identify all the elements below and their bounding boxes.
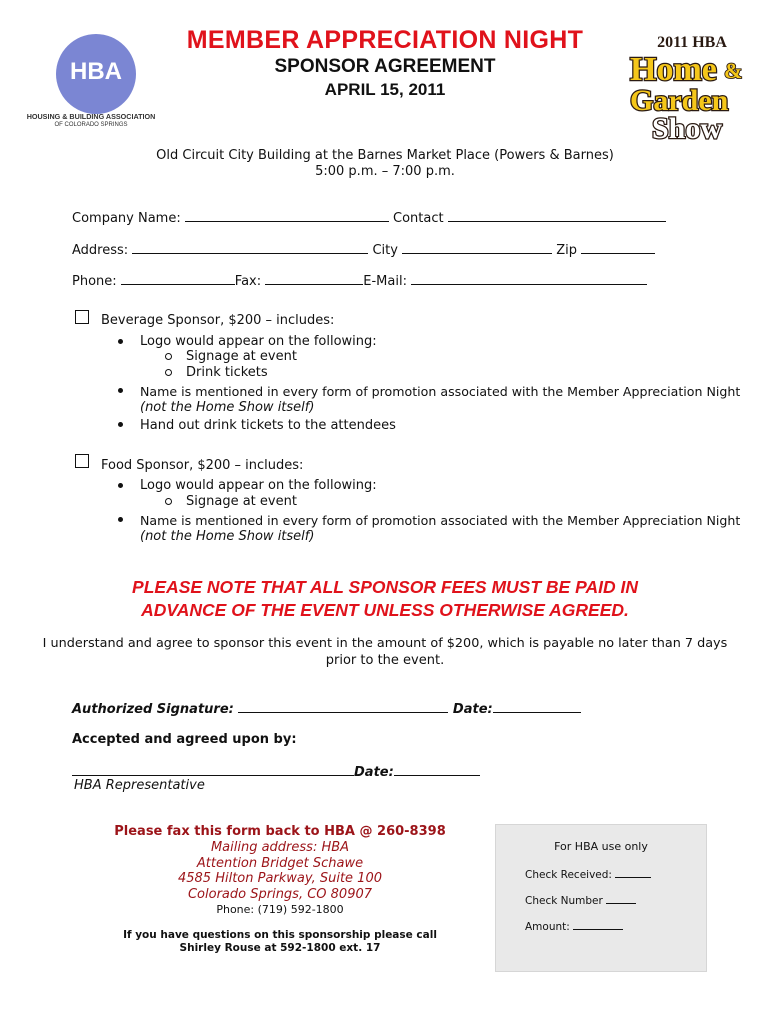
address-label: Address: (72, 243, 129, 258)
beverage-checkbox[interactable] (75, 310, 89, 324)
phone-field[interactable] (121, 272, 235, 285)
bullet-icon (118, 422, 123, 427)
hba-logo-text: HBA (70, 58, 122, 85)
questions-line: If you have questions on this sponsorship please call (123, 929, 437, 941)
zip-label: Zip (556, 243, 577, 258)
email-label: E-Mail: (363, 274, 407, 289)
page-title: MEMBER APPRECIATION NIGHT (186, 26, 584, 54)
mailing-line: Mailing address: HBA (210, 840, 350, 855)
city-field[interactable] (402, 241, 552, 254)
food-heading: Food Sponsor, $200 – includes: (101, 458, 304, 473)
rep-date-label: Date: (354, 765, 394, 780)
email-field[interactable] (411, 272, 647, 285)
authorized-date-field[interactable] (493, 700, 581, 713)
fax-line: Please fax this form back to HBA @ 260-8398 (114, 824, 446, 839)
street-line: 4585 Hilton Parkway, Suite 100 (177, 871, 382, 886)
circle-bullet-icon (165, 353, 172, 360)
logo-show: Show (652, 112, 723, 145)
beverage-sub2: Drink tickets (186, 365, 268, 380)
fax-label: Fax: (234, 274, 262, 289)
food-sub1: Signage at event (186, 494, 297, 509)
contact-field[interactable] (448, 209, 666, 222)
agreement-line1: I understand and agree to sponsor this event in the amount of $200, which is payable no later than 7 days (42, 636, 728, 651)
rep-date-field[interactable] (394, 763, 480, 776)
city-label: City (372, 243, 398, 258)
agreement-line2: prior to the event. (325, 653, 445, 668)
address-row (72, 241, 655, 258)
amount-row (525, 919, 623, 933)
contact-person-line: Shirley Rouse at 592-1800 ext. 17 (179, 942, 381, 954)
company-row (72, 209, 666, 226)
logo-year-line: 2011 HBA (657, 34, 727, 51)
address-field[interactable] (132, 241, 368, 254)
company-label: Company Name: (72, 211, 181, 226)
bullet-icon (118, 388, 123, 393)
payment-notice-line1: PLEASE NOTE THAT ALL SPONSOR FEES MUST BE PAID IN (132, 577, 638, 597)
home-garden-show-logo (622, 30, 752, 145)
home-garden-show-art (622, 30, 752, 145)
beverage-name-note: (not the Home Show itself) (140, 400, 315, 415)
beverage-tickets-item: Hand out drink tickets to the attendees (140, 418, 396, 433)
logo-home: Home (630, 51, 717, 88)
venue-location: Old Circuit City Building at the Barnes Market Place (Powers & Barnes) (156, 148, 614, 163)
food-logo-item: Logo would appear on the following: (140, 478, 377, 493)
bullet-icon (118, 339, 123, 344)
beverage-heading: Beverage Sponsor, $200 – includes: (101, 313, 335, 328)
authorized-signature-label: Authorized Signature: (72, 702, 234, 717)
event-date: APRIL 15, 2011 (324, 80, 446, 99)
authorized-signature-field[interactable] (238, 700, 448, 713)
check-number-field[interactable] (606, 893, 636, 904)
bullet-icon (118, 483, 123, 488)
hba-use-title: For HBA use only (554, 840, 648, 853)
food-name-item: Name is mentioned in every form of promotion associated with the Member Appreciation Night (140, 513, 741, 528)
phone-label: Phone: (72, 274, 117, 289)
venue-time: 5:00 p.m. – 7:00 p.m. (315, 164, 455, 179)
phone-row (72, 272, 647, 289)
hba-logo (26, 30, 156, 140)
food-name-note: (not the Home Show itself) (140, 529, 315, 544)
check-received-label: Check Received: (525, 869, 612, 881)
page-subtitle: SPONSOR AGREEMENT (274, 56, 496, 77)
beverage-name-item: Name is mentioned in every form of promotion associated with the Member Appreciation Night (140, 384, 741, 399)
contact-label: Contact (393, 211, 444, 226)
bullet-icon (118, 517, 123, 522)
circle-bullet-icon (165, 369, 172, 376)
hba-representative-label: HBA Representative (74, 778, 205, 793)
fax-field[interactable] (265, 272, 363, 285)
authorized-row (72, 700, 581, 717)
hba-logo-line1: HOUSING & BUILDING ASSOCIATION (26, 112, 156, 121)
phone-line: Phone: (719) 592-1800 (216, 903, 344, 916)
company-field[interactable] (185, 209, 389, 222)
logo-garden: Garden (630, 84, 729, 117)
payment-notice-line2: ADVANCE OF THE EVENT UNLESS OTHERWISE AGREED. (141, 600, 629, 620)
beverage-logo-item: Logo would appear on the following: (140, 334, 377, 349)
accepted-label: Accepted and agreed upon by: (72, 732, 297, 747)
beverage-sub1: Signage at event (186, 349, 297, 364)
check-number-row (525, 893, 636, 907)
hba-use-only-box (495, 824, 707, 972)
authorized-date-label: Date: (452, 702, 493, 717)
rep-signature-field[interactable] (72, 763, 354, 776)
hba-logo-line2: OF COLORADO SPRINGS (54, 122, 128, 128)
zip-field[interactable] (581, 241, 655, 254)
logo-amp: & (724, 58, 743, 83)
circle-bullet-icon (165, 498, 172, 505)
check-number-label: Check Number (525, 895, 603, 907)
check-received-field[interactable] (615, 867, 651, 878)
check-received-row (525, 867, 651, 881)
attention-line: Attention Bridget Schawe (196, 856, 364, 871)
food-checkbox[interactable] (75, 454, 89, 468)
city-line: Colorado Springs, CO 80907 (187, 887, 373, 902)
amount-label: Amount: (525, 921, 570, 933)
amount-field[interactable] (573, 919, 623, 930)
